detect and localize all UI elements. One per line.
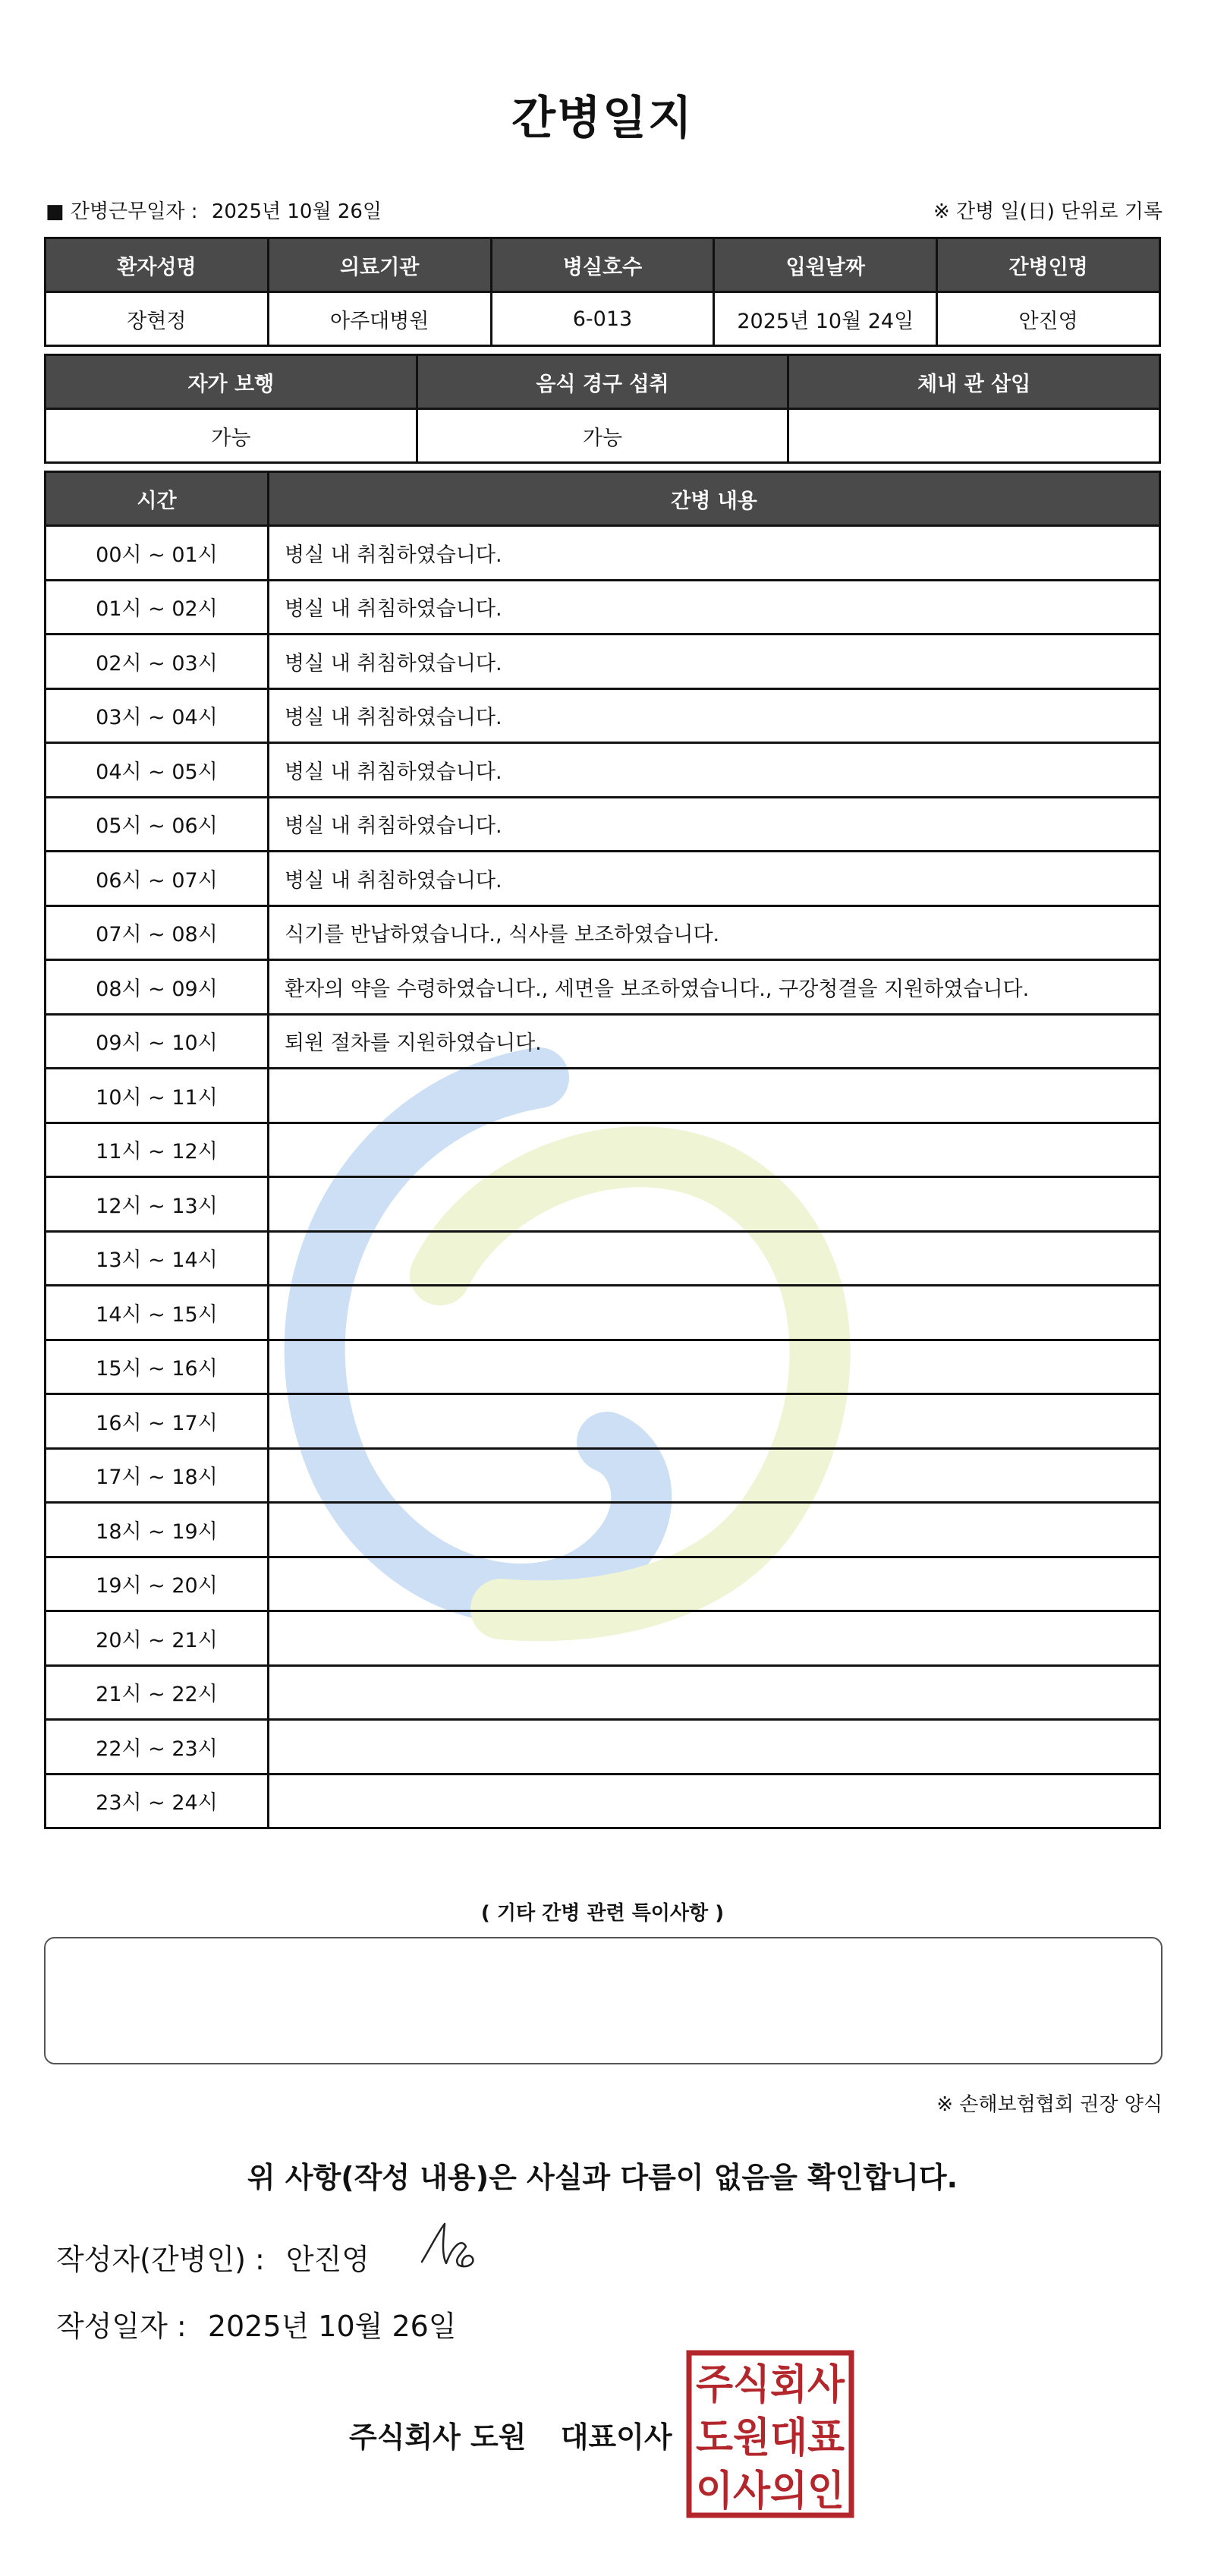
log-row	[46, 1503, 1160, 1557]
log-time: 18시 ~ 19시	[46, 1503, 269, 1557]
log-content	[269, 1286, 1160, 1340]
log-content	[269, 1557, 1160, 1611]
log-content: 퇴원 절차를 지원하였습니다.	[269, 1014, 1160, 1069]
log-content: 병실 내 취침하였습니다.	[269, 635, 1160, 689]
hospital-name: 아주대병원	[268, 292, 491, 346]
work-date-value: 2025년 10월 26일	[211, 200, 382, 223]
log-content: 환자의 약을 수령하였습니다., 세면을 보조하였습니다., 구강청결을 지원하였습니다.	[269, 960, 1160, 1015]
log-row	[46, 1448, 1160, 1503]
log-content: 병실 내 취침하였습니다.	[269, 797, 1160, 852]
log-time: 05시 ~ 06시	[46, 797, 269, 852]
log-time: 11시 ~ 12시	[46, 1123, 269, 1177]
log-row	[46, 1231, 1160, 1286]
log-row	[46, 1557, 1160, 1611]
representative-title: 대표이사	[560, 2420, 672, 2454]
company-name: 주식회사 도원	[349, 2420, 527, 2454]
log-row	[46, 1177, 1160, 1232]
log-content	[269, 1069, 1160, 1123]
admission-date: 2025년 10월 24일	[714, 292, 937, 346]
hourly-care-log-table	[44, 471, 1161, 1829]
seal-line-1: 주식회사	[696, 2360, 845, 2408]
log-content: 병실 내 취침하였습니다.	[269, 688, 1160, 743]
seal-line-3: 이사의인	[696, 2467, 845, 2515]
log-row	[46, 1611, 1160, 1666]
writer-name: 안진영	[285, 2243, 370, 2276]
log-row	[46, 688, 1160, 743]
log-content	[269, 1177, 1160, 1232]
work-date-label: ■ 간병근무일자 :	[46, 200, 198, 223]
log-row	[46, 743, 1160, 798]
writer-label: 작성자(간병인) :	[56, 2243, 265, 2276]
log-time: 21시 ~ 22시	[46, 1665, 269, 1720]
log-time: 04시 ~ 05시	[46, 743, 269, 798]
log-content	[269, 1340, 1160, 1394]
log-content: 식기를 반납하였습니다., 식사를 보조하였습니다.	[269, 905, 1160, 960]
log-time: 10시 ~ 11시	[46, 1069, 269, 1123]
log-time: 08시 ~ 09시	[46, 960, 269, 1015]
room-number: 6-013	[491, 292, 714, 346]
log-content: 병실 내 취침하였습니다.	[269, 580, 1160, 635]
log-row	[46, 1014, 1160, 1069]
page-title: 간병일지	[511, 92, 694, 145]
log-content: 병실 내 취침하였습니다.	[269, 852, 1160, 906]
log-row	[46, 797, 1160, 852]
header-admission-date: 입원날짜	[714, 238, 937, 292]
log-row	[46, 635, 1160, 689]
log-time: 09시 ~ 10시	[46, 1014, 269, 1069]
log-content	[269, 1123, 1160, 1177]
log-content	[269, 1394, 1160, 1449]
confirmation-statement: 위 사항(작성 내용)은 사실과 다름이 없음을 확인합니다.	[247, 2161, 958, 2194]
log-time: 23시 ~ 24시	[46, 1774, 269, 1828]
log-content	[269, 1503, 1160, 1557]
write-date-value: 2025년 10월 26일	[207, 2310, 457, 2343]
log-row	[46, 905, 1160, 960]
log-content	[269, 1611, 1160, 1666]
log-row	[46, 1720, 1160, 1775]
header-oral-intake: 음식 경구 섭취	[417, 355, 788, 409]
log-row	[46, 1774, 1160, 1828]
log-content	[269, 1448, 1160, 1503]
header-time: 시간	[46, 472, 269, 526]
other-notes-box	[44, 1937, 1163, 2064]
company-seal-icon	[686, 2350, 854, 2518]
log-content	[269, 1231, 1160, 1286]
log-time: 19시 ~ 20시	[46, 1557, 269, 1611]
self-walking-value: 가능	[46, 409, 417, 463]
signature-icon	[416, 2216, 492, 2277]
log-content: 병실 내 취침하였습니다.	[269, 526, 1160, 581]
caregiver-name: 안진영	[937, 292, 1160, 346]
header-room-number: 병실호수	[491, 238, 714, 292]
log-time: 00시 ~ 01시	[46, 526, 269, 581]
patient-status-table	[44, 354, 1161, 464]
log-body	[46, 526, 1160, 1828]
log-time: 22시 ~ 23시	[46, 1720, 269, 1775]
write-date-label: 작성일자 :	[56, 2310, 187, 2343]
log-content	[269, 1720, 1160, 1775]
log-content: 병실 내 취침하였습니다.	[269, 743, 1160, 798]
other-notes-title: ( 기타 간병 관련 특이사항 )	[480, 1902, 725, 1925]
log-time: 06시 ~ 07시	[46, 852, 269, 906]
recommended-form-note: ※ 손해보험협회 권장 양식	[936, 2093, 1163, 2116]
log-content	[269, 1665, 1160, 1720]
log-row	[46, 526, 1160, 581]
log-time: 17시 ~ 18시	[46, 1448, 269, 1503]
tube-insertion-value	[788, 409, 1160, 463]
header-self-walking: 자가 보행	[46, 355, 417, 409]
log-time: 02시 ~ 03시	[46, 635, 269, 689]
log-time: 16시 ~ 17시	[46, 1394, 269, 1449]
log-row	[46, 1286, 1160, 1340]
log-content	[269, 1774, 1160, 1828]
patient-info-table	[44, 237, 1161, 347]
log-row	[46, 1340, 1160, 1394]
log-time: 07시 ~ 08시	[46, 905, 269, 960]
writer-line	[56, 2236, 370, 2278]
header-hospital: 의료기관	[268, 238, 491, 292]
work-date-line	[46, 196, 382, 224]
log-row	[46, 1394, 1160, 1449]
daily-record-note: ※ 간병 일(日) 단위로 기록	[933, 200, 1163, 223]
header-care-content: 간병 내용	[269, 472, 1160, 526]
write-date-line	[56, 2303, 457, 2345]
header-patient-name: 환자성명	[46, 238, 269, 292]
log-time: 20시 ~ 21시	[46, 1611, 269, 1666]
log-row	[46, 1665, 1160, 1720]
log-row	[46, 580, 1160, 635]
log-row	[46, 1069, 1160, 1123]
oral-intake-value: 가능	[417, 409, 788, 463]
log-time: 15시 ~ 16시	[46, 1340, 269, 1394]
log-time: 01시 ~ 02시	[46, 580, 269, 635]
log-time: 13시 ~ 14시	[46, 1231, 269, 1286]
log-time: 12시 ~ 13시	[46, 1177, 269, 1232]
header-caregiver-name: 간병인명	[937, 238, 1160, 292]
seal-line-2: 도원대표	[696, 2414, 845, 2461]
log-row	[46, 1123, 1160, 1177]
company-line	[349, 2414, 672, 2455]
log-time: 03시 ~ 04시	[46, 688, 269, 743]
log-row	[46, 852, 1160, 906]
log-time: 14시 ~ 15시	[46, 1286, 269, 1340]
header-tube-insertion: 체내 관 삽입	[788, 355, 1160, 409]
patient-name: 장현정	[46, 292, 269, 346]
log-row	[46, 960, 1160, 1015]
